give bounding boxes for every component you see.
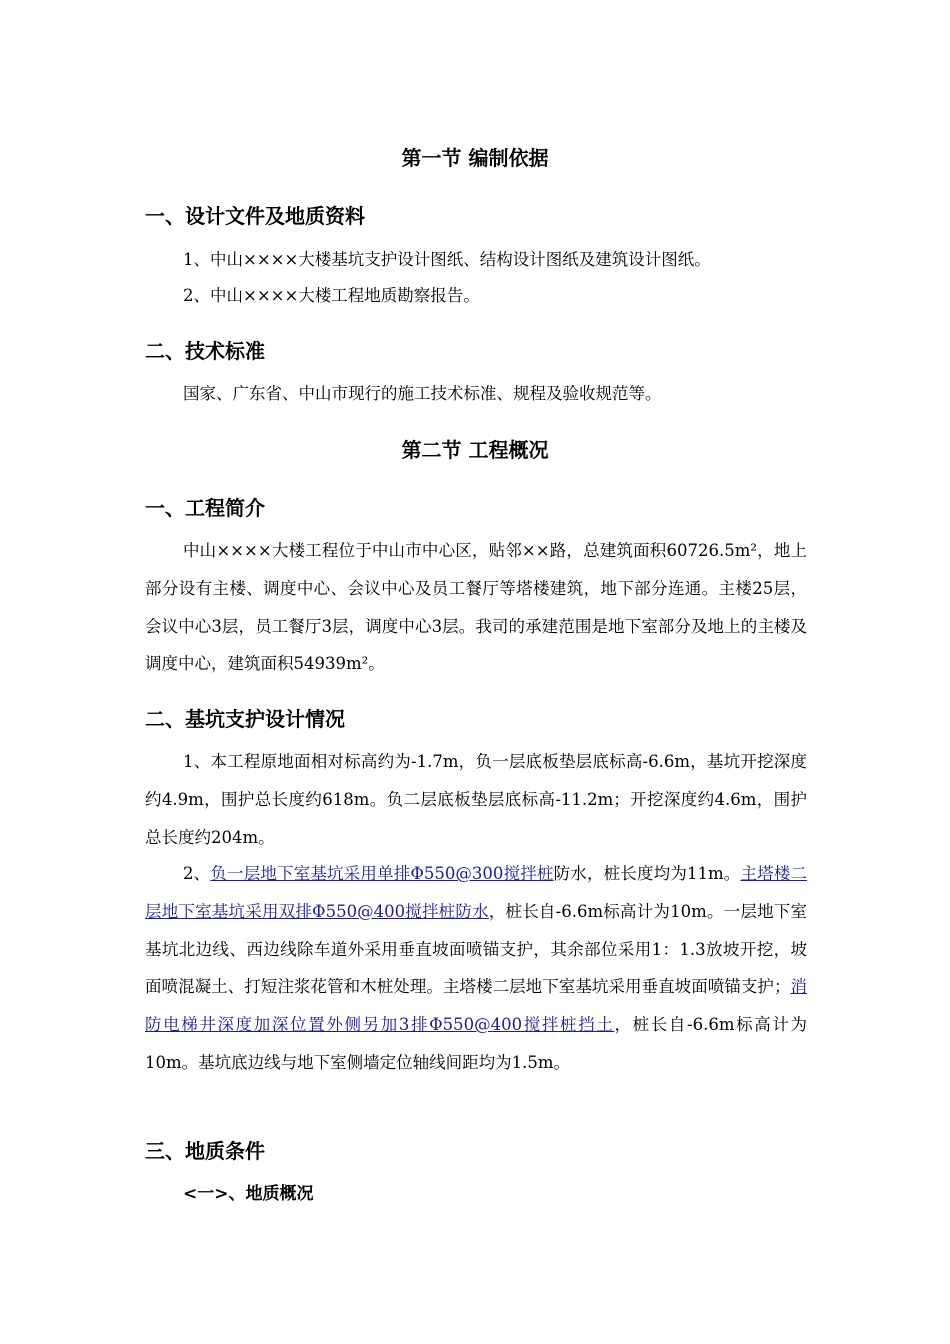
link-single-row-pile[interactable]: 负一层地下室基坑采用单排Φ550@300搅拌桩 xyxy=(210,864,554,883)
list-item: 1、中山××××大楼基坑支护设计图纸、结构设计图纸及建筑设计图纸。 xyxy=(183,250,711,269)
project-intro-paragraph: 中山××××大楼工程位于中山市中心区，贴邻××路，总建筑面积60726.5m²，地上部分设有主楼、调度中心、会议中心及员工餐厅等塔楼建筑，地下部分连通。主楼25层，会议中心3层，员工餐厅3层，调度中心3层。我司的承建范围是地下室部分及地上的主楼及调度中心，建筑面积54939m²。 xyxy=(145,541,807,674)
link-double-row-pile[interactable]: 主塔楼二层地下室基坑采用双排Φ550@400搅拌桩防水 xyxy=(145,864,807,921)
support-design-paragraph-2: 2、负一层地下室基坑采用单排Φ550@300搅拌桩防水，桩长度均为11m。主塔楼二层地下室基坑采用双排Φ550@400搅拌桩防水，桩长自-6.6m标高计为10m。一层地下室基坑北边线、西边线除车道外采用垂直坡面喷锚支护，其余部位采用1：1.3放坡开挖，坡面喷混凝土、打短注浆花管和木桩处理。主塔楼二层地下室基坑采用垂直坡面喷锚支护；消防电梯井深度加深位置外侧另加3排Φ550@400搅拌桩挡土，桩长自-6.6m标高计为10m。基坑底边线与地下室侧墙定位轴线间距均为1.5m。 xyxy=(145,864,808,1072)
link-fire-elevator-pile[interactable]: 消防电梯井深度加深位置外侧另加3排Φ550@400搅拌桩挡土 xyxy=(145,977,808,1035)
heading-standards: 二、技术标准 xyxy=(145,339,265,363)
subheading-geology-overview: <一>、地质概况 xyxy=(183,1184,314,1204)
heading-project-intro: 一、工程简介 xyxy=(145,496,265,520)
list-item: 2、中山××××大楼工程地质勘察报告。 xyxy=(183,286,480,305)
standards-text: 国家、广东省、中山市现行的施工技术标准、规程及验收规范等。 xyxy=(183,384,662,403)
heading-geology: 三、地质条件 xyxy=(145,1139,265,1163)
support-design-paragraph-1: 1、本工程原地面相对标高约为-1.7m，负一层底板垫层底标高-6.6m，基坑开挖深度约4.9m，围护总长度约618m。负二层底板垫层底标高-11.2m；开挖深度约4.6m，围护总长度约204m。 xyxy=(145,752,807,847)
heading-design-docs: 一、设计文件及地质资料 xyxy=(145,204,365,228)
heading-support-design: 二、基坑支护设计情况 xyxy=(145,707,345,731)
section-title-overview: 第二节 工程概况 xyxy=(401,438,549,462)
section-title-basis: 第一节 编制依据 xyxy=(401,146,549,170)
